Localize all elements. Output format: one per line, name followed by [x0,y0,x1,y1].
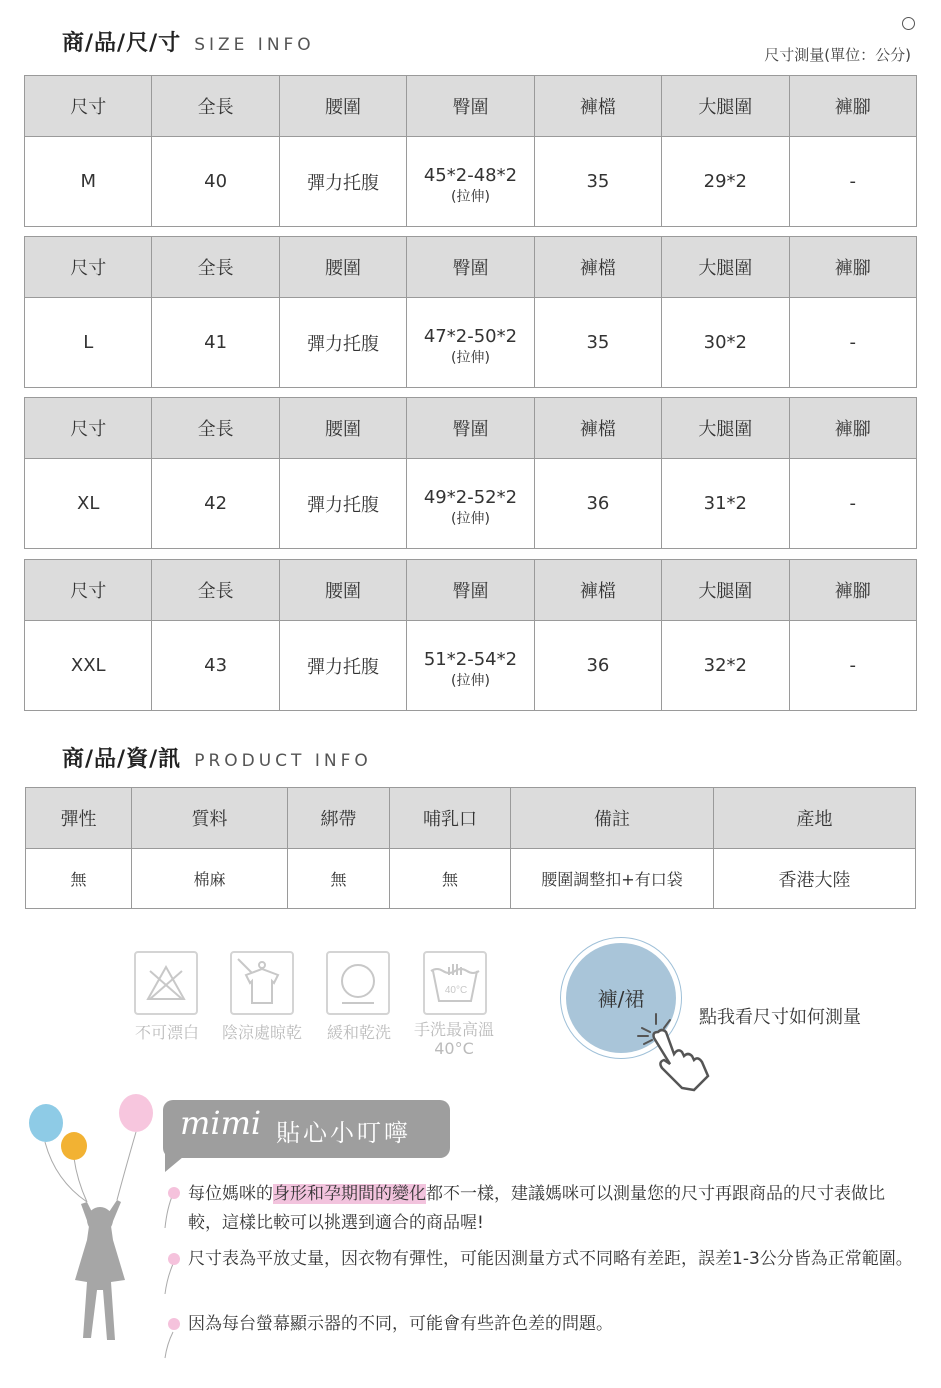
size-header-cell: 褲檔 [534,398,661,459]
product-header-cell: 質料 [132,788,288,849]
size-value-cell-rise: 36 [534,459,661,549]
shade-dry-icon [230,951,294,1015]
size-value-cell-hem: - [789,621,916,711]
size-header-cell: 褲檔 [534,237,661,298]
hip-value: 45*2-48*2 [423,164,518,186]
hip-value: 49*2-52*2 [423,486,518,508]
size-header-cell: 尺寸 [25,76,152,137]
brand-mimi: mimi [180,1104,262,1142]
size-value-cell-waist: 彈力托腹 [279,621,406,711]
size-value-cell-hip [407,137,534,227]
corner-circle-icon [902,17,915,30]
size-value-cell-thigh: 30*2 [662,298,789,388]
tip-bullet [168,1187,180,1199]
product-section-subtitle: PRODUCT INFO [194,751,372,771]
size-header-cell: 尺寸 [25,560,152,621]
measure-circle-label[interactable]: 褲/裙 [597,987,645,1011]
size-value-row [25,298,917,388]
hip-note: (拉伸) [451,672,490,689]
hip-note: (拉伸) [451,510,490,527]
care-label-line1: 手洗最高溫 [413,1020,494,1039]
size-header-cell: 褲腳 [789,76,916,137]
product-info-table [25,787,916,909]
product-value-cell: 棉麻 [132,849,288,909]
pink-balloon [119,1094,153,1132]
size-header-cell: 臀圍 [407,560,534,621]
size-value-cell-waist: 彈力托腹 [279,459,406,549]
tip-text: 每位媽咪的 [188,1184,273,1204]
size-value-cell-hem: - [789,137,916,227]
product-value-cell: 無 [390,849,511,909]
size-value-cell-hip [407,298,534,388]
size-header-cell: 臀圍 [407,237,534,298]
size-value-cell-rise: 35 [534,137,661,227]
size-header-cell: 臀圍 [407,398,534,459]
tips-title: 貼心小叮嚀 [276,1119,411,1147]
gentle-dry-clean-icon [326,951,390,1015]
size-section-subtitle: SIZE INFO [194,35,315,55]
product-header-row [26,788,916,849]
size-value-cell-hem: - [789,298,916,388]
product-value-cell: 香港大陸 [714,849,916,909]
size-value-cell-hip [407,621,534,711]
product-value-cell: 無 [288,849,390,909]
measure-guide-link[interactable]: 點我看尺寸如何測量 [699,1007,861,1028]
hip-note: (拉伸) [451,188,490,205]
size-header-cell: 褲檔 [534,560,661,621]
blue-balloon [29,1104,63,1142]
size-header-cell: 全長 [152,560,279,621]
size-table [24,559,917,711]
care-label: 陰涼處晾乾 [221,1023,302,1042]
size-header-cell: 褲檔 [534,76,661,137]
tip-item-2: 尺寸表為平放丈量，因衣物有彈性，可能因測量方式不同略有差距，誤差1-3公分皆為正常範圍。 [188,1249,913,1269]
size-header-cell: 大腿圍 [662,560,789,621]
size-value-cell-rise: 35 [534,298,661,388]
no-bleach-icon [134,951,198,1015]
size-value-row [25,459,917,549]
tip-text: 都不一樣，建議媽咪可以測量您的尺寸再跟商品的尺寸表做比較，這樣比較可以挑選到適合的商品喔! [188,1184,885,1233]
size-value-cell-thigh: 29*2 [662,137,789,227]
product-section-heading [62,742,372,773]
size-value-cell-waist: 彈力托腹 [279,137,406,227]
size-value-cell-size: XL [25,459,152,549]
size-value-cell-size: M [25,137,152,227]
tip-item-3: 因為每台螢幕顯示器的不同，可能會有些許色差的問題。 [188,1314,613,1334]
size-header-cell: 全長 [152,76,279,137]
size-table [24,397,917,549]
product-header-cell: 彈性 [26,788,132,849]
size-header-cell: 全長 [152,237,279,298]
tip-highlight: 身形和孕期間的變化 [273,1184,426,1204]
hand-wash-temp: 40°C [444,985,468,996]
product-header-cell: 綁帶 [288,788,390,849]
size-value-cell-thigh: 32*2 [662,621,789,711]
size-header-row [25,76,917,137]
care-label: 不可漂白 [134,1023,199,1042]
girl-with-balloons-illustration [25,1090,165,1350]
size-header-cell: 大腿圍 [662,237,789,298]
hip-value: 47*2-50*2 [423,325,518,347]
size-header-cell: 尺寸 [25,398,152,459]
care-label [404,1020,504,1058]
size-value-cell-rise: 36 [534,621,661,711]
size-value-cell-length: 42 [152,459,279,549]
product-value-row [26,849,916,909]
size-value-cell-length: 43 [152,621,279,711]
hip-value: 51*2-54*2 [423,648,518,670]
unit-note: 尺寸測量(單位：公分) [764,46,911,64]
size-header-row [25,398,917,459]
tip-item-1 [188,1180,913,1238]
tips-stems [155,1178,185,1368]
size-section-title: 商/品/尺/寸 [62,31,182,56]
size-value-cell-length: 41 [152,298,279,388]
size-header-cell: 全長 [152,398,279,459]
size-value-row [25,621,917,711]
product-header-cell: 產地 [714,788,916,849]
size-header-cell: 腰圍 [279,237,406,298]
product-value-cell: 腰圍調整扣+有口袋 [511,849,714,909]
tip-bullet [168,1253,180,1265]
size-value-cell-hip [407,459,534,549]
size-header-row [25,237,917,298]
size-value-cell-size: XXL [25,621,152,711]
size-header-cell: 尺寸 [25,237,152,298]
size-value-cell-size: L [25,298,152,388]
size-value-cell-thigh: 31*2 [662,459,789,549]
product-header-cell: 備註 [511,788,714,849]
product-value-cell: 無 [26,849,132,909]
bubble-tail [163,1152,193,1174]
product-section-title: 商/品/資/訊 [62,747,182,772]
orange-balloon [61,1132,87,1160]
product-header-cell: 哺乳口 [390,788,511,849]
size-header-cell: 腰圍 [279,76,406,137]
care-label: 緩和乾洗 [326,1023,391,1042]
size-value-row [25,137,917,227]
hip-note: (拉伸) [451,349,490,366]
size-table [24,236,917,388]
size-header-cell: 褲腳 [789,237,916,298]
size-value-cell-hem: - [789,459,916,549]
size-header-cell: 褲腳 [789,398,916,459]
size-section-heading [62,26,315,57]
size-header-cell: 腰圍 [279,560,406,621]
size-header-cell: 臀圍 [407,76,534,137]
size-header-cell: 大腿圍 [662,76,789,137]
care-label-line2: 40°C [434,1039,474,1058]
size-header-cell: 腰圍 [279,398,406,459]
hand-wash-icon [423,951,487,1015]
size-table [24,75,917,227]
size-value-cell-length: 40 [152,137,279,227]
size-value-cell-waist: 彈力托腹 [279,298,406,388]
tip-bullet [168,1318,180,1330]
size-header-row [25,560,917,621]
size-header-cell: 褲腳 [789,560,916,621]
size-header-cell: 大腿圍 [662,398,789,459]
